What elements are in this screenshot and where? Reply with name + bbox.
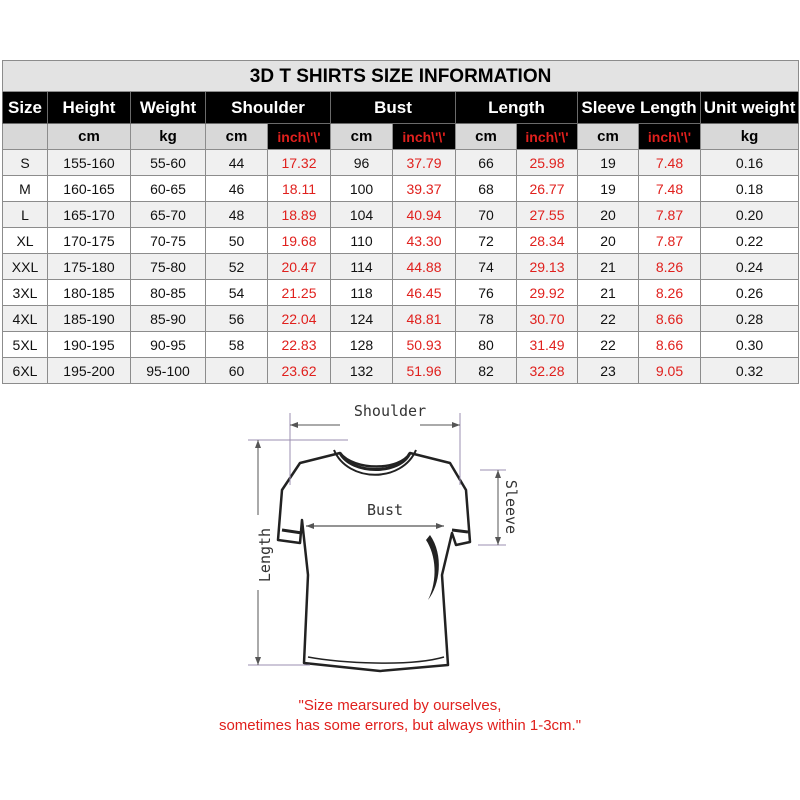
unit-cell-inch: inch\'\' <box>268 124 331 150</box>
size-row <box>3 280 799 306</box>
inch-value-cell: 40.94 <box>393 202 456 228</box>
inch-value-cell: 29.92 <box>517 280 578 306</box>
value-cell: 0.20 <box>701 202 799 228</box>
inch-value-cell: 7.48 <box>639 176 701 202</box>
inch-value-cell: 50.93 <box>393 332 456 358</box>
inch-value-cell: 46.45 <box>393 280 456 306</box>
value-cell: 21 <box>578 254 639 280</box>
value-cell: 0.32 <box>701 358 799 384</box>
size-cell: 4XL <box>3 306 48 332</box>
value-cell: 74 <box>456 254 517 280</box>
value-cell: 90-95 <box>131 332 206 358</box>
value-cell: 118 <box>331 280 393 306</box>
unit-cell: cm <box>206 124 268 150</box>
value-cell: 48 <box>206 202 268 228</box>
shoulder-label: Shoulder <box>353 402 427 420</box>
sleeve-measure <box>478 470 506 545</box>
length-label: Length <box>256 527 274 583</box>
header-size: Size <box>3 92 48 124</box>
size-row <box>3 254 799 280</box>
inch-value-cell: 9.05 <box>639 358 701 384</box>
value-cell: 76 <box>456 280 517 306</box>
size-row <box>3 176 799 202</box>
value-cell: 21 <box>578 280 639 306</box>
size-cell: XXL <box>3 254 48 280</box>
value-cell: 54 <box>206 280 268 306</box>
value-cell: 56 <box>206 306 268 332</box>
value-cell: 60 <box>206 358 268 384</box>
size-cell: 3XL <box>3 280 48 306</box>
value-cell: 68 <box>456 176 517 202</box>
value-cell: 78 <box>456 306 517 332</box>
value-cell: 0.26 <box>701 280 799 306</box>
inch-value-cell: 44.88 <box>393 254 456 280</box>
inch-value-cell: 18.11 <box>268 176 331 202</box>
value-cell: 19 <box>578 176 639 202</box>
inch-value-cell: 25.98 <box>517 150 578 176</box>
table-title: 3D T SHIRTS SIZE INFORMATION <box>3 61 799 92</box>
value-cell: 114 <box>331 254 393 280</box>
value-cell: 100 <box>331 176 393 202</box>
value-cell: 70-75 <box>131 228 206 254</box>
inch-value-cell: 17.32 <box>268 150 331 176</box>
title-row <box>3 61 799 92</box>
size-row <box>3 332 799 358</box>
value-cell: 180-185 <box>48 280 131 306</box>
unit-cell: cm <box>48 124 131 150</box>
bust-label: Bust <box>366 501 404 519</box>
value-cell: 0.16 <box>701 150 799 176</box>
disclaimer-line-1: "Size mearsured by ourselves, <box>298 697 502 714</box>
unit-cell-inch: inch\'\' <box>517 124 578 150</box>
sleeve-label: Sleeve <box>502 479 520 535</box>
inch-value-cell: 51.96 <box>393 358 456 384</box>
inch-value-cell: 20.47 <box>268 254 331 280</box>
inch-value-cell: 18.89 <box>268 202 331 228</box>
value-cell: 0.28 <box>701 306 799 332</box>
value-cell: 170-175 <box>48 228 131 254</box>
value-cell: 110 <box>331 228 393 254</box>
inch-value-cell: 37.79 <box>393 150 456 176</box>
inch-value-cell: 22.04 <box>268 306 331 332</box>
size-chart-table <box>2 60 799 384</box>
size-row <box>3 150 799 176</box>
size-cell: 5XL <box>3 332 48 358</box>
header-sleeve-length: Sleeve Length <box>578 92 701 124</box>
value-cell: 20 <box>578 202 639 228</box>
value-cell: 65-70 <box>131 202 206 228</box>
tshirt-measurement-diagram <box>230 395 560 690</box>
inch-value-cell: 27.55 <box>517 202 578 228</box>
size-row <box>3 202 799 228</box>
value-cell: 19 <box>578 150 639 176</box>
disclaimer-line-2: sometimes has some errors, but always within 1-3cm." <box>218 717 582 734</box>
inch-value-cell: 29.13 <box>517 254 578 280</box>
value-cell: 155-160 <box>48 150 131 176</box>
value-cell: 0.24 <box>701 254 799 280</box>
value-cell: 0.30 <box>701 332 799 358</box>
header-bust: Bust <box>331 92 456 124</box>
unit-row <box>3 124 799 150</box>
unit-cell-inch: inch\'\' <box>639 124 701 150</box>
unit-cell: cm <box>331 124 393 150</box>
value-cell: 80-85 <box>131 280 206 306</box>
inch-value-cell: 8.26 <box>639 280 701 306</box>
value-cell: 22 <box>578 332 639 358</box>
inch-value-cell: 19.68 <box>268 228 331 254</box>
inch-value-cell: 22.83 <box>268 332 331 358</box>
value-cell: 23 <box>578 358 639 384</box>
value-cell: 132 <box>331 358 393 384</box>
value-cell: 124 <box>331 306 393 332</box>
value-cell: 66 <box>456 150 517 176</box>
header-length: Length <box>456 92 578 124</box>
size-row <box>3 306 799 332</box>
header-shoulder: Shoulder <box>206 92 331 124</box>
value-cell: 128 <box>331 332 393 358</box>
value-cell: 85-90 <box>131 306 206 332</box>
value-cell: 44 <box>206 150 268 176</box>
inch-value-cell: 43.30 <box>393 228 456 254</box>
inch-value-cell: 28.34 <box>517 228 578 254</box>
value-cell: 190-195 <box>48 332 131 358</box>
inch-value-cell: 7.87 <box>639 228 701 254</box>
value-cell: 95-100 <box>131 358 206 384</box>
value-cell: 22 <box>578 306 639 332</box>
header-unit-weight: Unit weight <box>701 92 799 124</box>
value-cell: 96 <box>331 150 393 176</box>
header-row <box>3 92 799 124</box>
size-cell: L <box>3 202 48 228</box>
value-cell: 52 <box>206 254 268 280</box>
value-cell: 0.22 <box>701 228 799 254</box>
value-cell: 60-65 <box>131 176 206 202</box>
value-cell: 75-80 <box>131 254 206 280</box>
unit-cell-inch: inch\'\' <box>393 124 456 150</box>
size-row <box>3 228 799 254</box>
value-cell: 55-60 <box>131 150 206 176</box>
unit-cell: cm <box>456 124 517 150</box>
unit-cell: cm <box>578 124 639 150</box>
value-cell: 104 <box>331 202 393 228</box>
unit-cell: kg <box>701 124 799 150</box>
inch-value-cell: 26.77 <box>517 176 578 202</box>
value-cell: 195-200 <box>48 358 131 384</box>
value-cell: 0.18 <box>701 176 799 202</box>
value-cell: 46 <box>206 176 268 202</box>
value-cell: 185-190 <box>48 306 131 332</box>
size-cell: 6XL <box>3 358 48 384</box>
value-cell: 70 <box>456 202 517 228</box>
inch-value-cell: 39.37 <box>393 176 456 202</box>
inch-value-cell: 8.26 <box>639 254 701 280</box>
inch-value-cell: 8.66 <box>639 332 701 358</box>
value-cell: 20 <box>578 228 639 254</box>
value-cell: 175-180 <box>48 254 131 280</box>
size-cell: XL <box>3 228 48 254</box>
header-height: Height <box>48 92 131 124</box>
tshirt-icon <box>278 450 470 671</box>
header-weight: Weight <box>131 92 206 124</box>
value-cell: 160-165 <box>48 176 131 202</box>
value-cell: 82 <box>456 358 517 384</box>
inch-value-cell: 21.25 <box>268 280 331 306</box>
unit-cell <box>3 124 48 150</box>
inch-value-cell: 32.28 <box>517 358 578 384</box>
inch-value-cell: 30.70 <box>517 306 578 332</box>
inch-value-cell: 7.48 <box>639 150 701 176</box>
inch-value-cell: 23.62 <box>268 358 331 384</box>
value-cell: 58 <box>206 332 268 358</box>
value-cell: 50 <box>206 228 268 254</box>
inch-value-cell: 31.49 <box>517 332 578 358</box>
size-cell: M <box>3 176 48 202</box>
inch-value-cell: 8.66 <box>639 306 701 332</box>
size-cell: S <box>3 150 48 176</box>
inch-value-cell: 48.81 <box>393 306 456 332</box>
inch-value-cell: 7.87 <box>639 202 701 228</box>
value-cell: 165-170 <box>48 202 131 228</box>
unit-cell: kg <box>131 124 206 150</box>
size-row <box>3 358 799 384</box>
value-cell: 80 <box>456 332 517 358</box>
value-cell: 72 <box>456 228 517 254</box>
